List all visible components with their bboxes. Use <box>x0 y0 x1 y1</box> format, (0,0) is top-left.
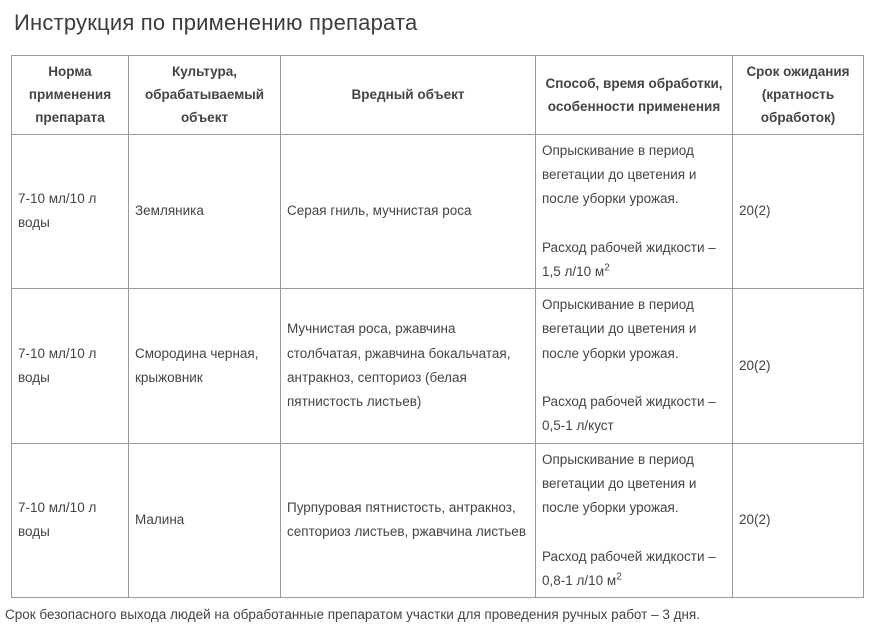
dose-cell: 7-10 мл/10 л воды <box>12 443 129 597</box>
method-cell <box>536 443 733 597</box>
header-waiting: Срок ожидания (кратность обработок) <box>733 56 864 135</box>
waiting-cell: 20(2) <box>733 289 864 443</box>
method-consumption-text: Расход рабочей жидкости – 1,5 л/10 $м^2$ <box>542 239 716 279</box>
method-main-text: Опрыскивание в период вегетации до цветения и после уборки урожая. <box>542 451 697 516</box>
culture-cell: Смородина черная, крыжовник <box>129 289 281 443</box>
method-main-text: Опрыскивание в период вегетации до цветения и после уборки урожая. <box>542 142 697 207</box>
pest-cell: Пурпуровая пятнистость, антракноз, септориоз листьев, ржавчина листьев <box>281 443 536 597</box>
dose-cell: 7-10 мл/10 л воды <box>12 134 129 288</box>
safety-note: Срок безопасного выхода людей на обработанные препаратом участки для проведения ручных работ – 3 дня. <box>5 607 700 623</box>
superscript-2: 2 <box>604 262 610 274</box>
waiting-cell: 20(2) <box>733 443 864 597</box>
method-cell <box>536 289 733 443</box>
table-row <box>12 289 864 443</box>
header-pest: Вредный объект <box>281 56 536 135</box>
method-consumption-text: Расход рабочей жидкости – 0,8-1 л/10 $м^2$ <box>542 548 716 588</box>
header-method: Способ, время обработки, особенности применения <box>536 56 733 135</box>
instruction-table <box>11 55 864 598</box>
method-cell <box>536 134 733 288</box>
table-row <box>12 443 864 597</box>
pest-cell: Мучнистая роса, ржавчина столбчатая, ржавчина бокальчатая, антракноз, септориоз (белая пятнистость листьев) <box>281 289 536 443</box>
header-dose: Норма применения препарата <box>12 56 129 135</box>
superscript-2: 2 <box>616 571 622 583</box>
method-main-text: Опрыскивание в период вегетации до цветения и после уборки урожая. <box>542 297 697 361</box>
waiting-cell: 20(2) <box>733 134 864 288</box>
pest-cell: Серая гниль, мучнистая роса <box>281 134 536 288</box>
dose-cell: 7-10 мл/10 л воды <box>12 289 129 443</box>
table-header <box>12 56 864 135</box>
culture-cell: Земляника <box>129 134 281 288</box>
header-row <box>12 56 864 135</box>
header-culture: Культура, обрабатываемый объект <box>129 56 281 135</box>
culture-cell: Малина <box>129 443 281 597</box>
page-title: Инструкция по применению препарата <box>14 10 418 35</box>
table-body <box>12 134 864 597</box>
table-row <box>12 134 864 288</box>
method-consumption-text: Расход рабочей жидкости – 0,5-1 л/куст <box>542 394 716 434</box>
